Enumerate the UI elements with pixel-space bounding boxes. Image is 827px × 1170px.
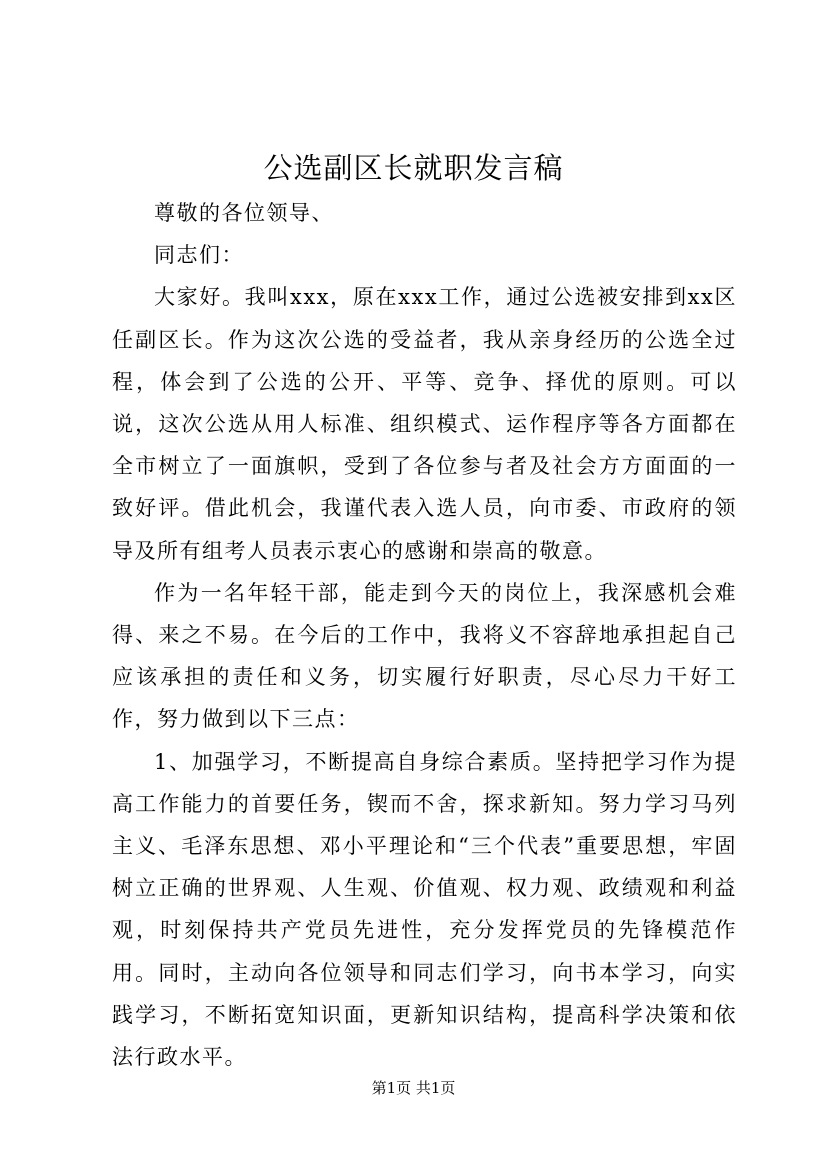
document-body (112, 192, 737, 1078)
page-title: 公选副区长就职发言稿 (263, 151, 564, 185)
salutation-line-2: 同志们： (154, 243, 244, 268)
page-footer: 第1页 共1页 (371, 1079, 456, 1097)
paragraph-point-1: 1、加强学习，不断提高自身综合素质。坚持把学习作为提高工作能力的首要任务，锲而不舍，探求新知。努力学习马列主义、毛泽东思想、邓小平理论和“三个代表”重要思想，牢固树立正确的世界观、人生观、价值观、权力观、政绩观和利益观，时刻保持共产党员先进性，充分发挥党员的先锋模范作用。同时，主动向各位领导和同志们学习，向书本学习，向实践学习，不断拓宽知识面，更新知识结构，提高科学决策和依法行政水平。 (112, 749, 737, 1070)
paragraph-commitment: 作为一名年轻干部，能走到今天的岗位上，我深感机会难得、来之不易。在今后的工作中，我将义不容辞地承担起自己应该承担的责任和义务，切实履行好职责，尽心尽力干好工作，努力做到以下三点： (112, 580, 737, 732)
salutation-line-1: 尊敬的各位领导、 (154, 201, 334, 225)
paragraph-greeting: 大家好。我叫xxx，原在xxx工作，通过公选被安排到xx区任副区长。作为这次公选的受益者，我从亲身经历的公选全过程，体会到了公选的公开、平等、竞争、择优的原则。可以说，这次公选从用人标准、组织模式、运作程序等各方面都在全市树立了一面旗帜，受到了各位参与者及社会方方面面的一致好评。借此机会，我谨代表入选人员，向市委、市政府的领导及所有组考人员表示衷心的感谢和崇高的敬意。 (112, 285, 737, 563)
